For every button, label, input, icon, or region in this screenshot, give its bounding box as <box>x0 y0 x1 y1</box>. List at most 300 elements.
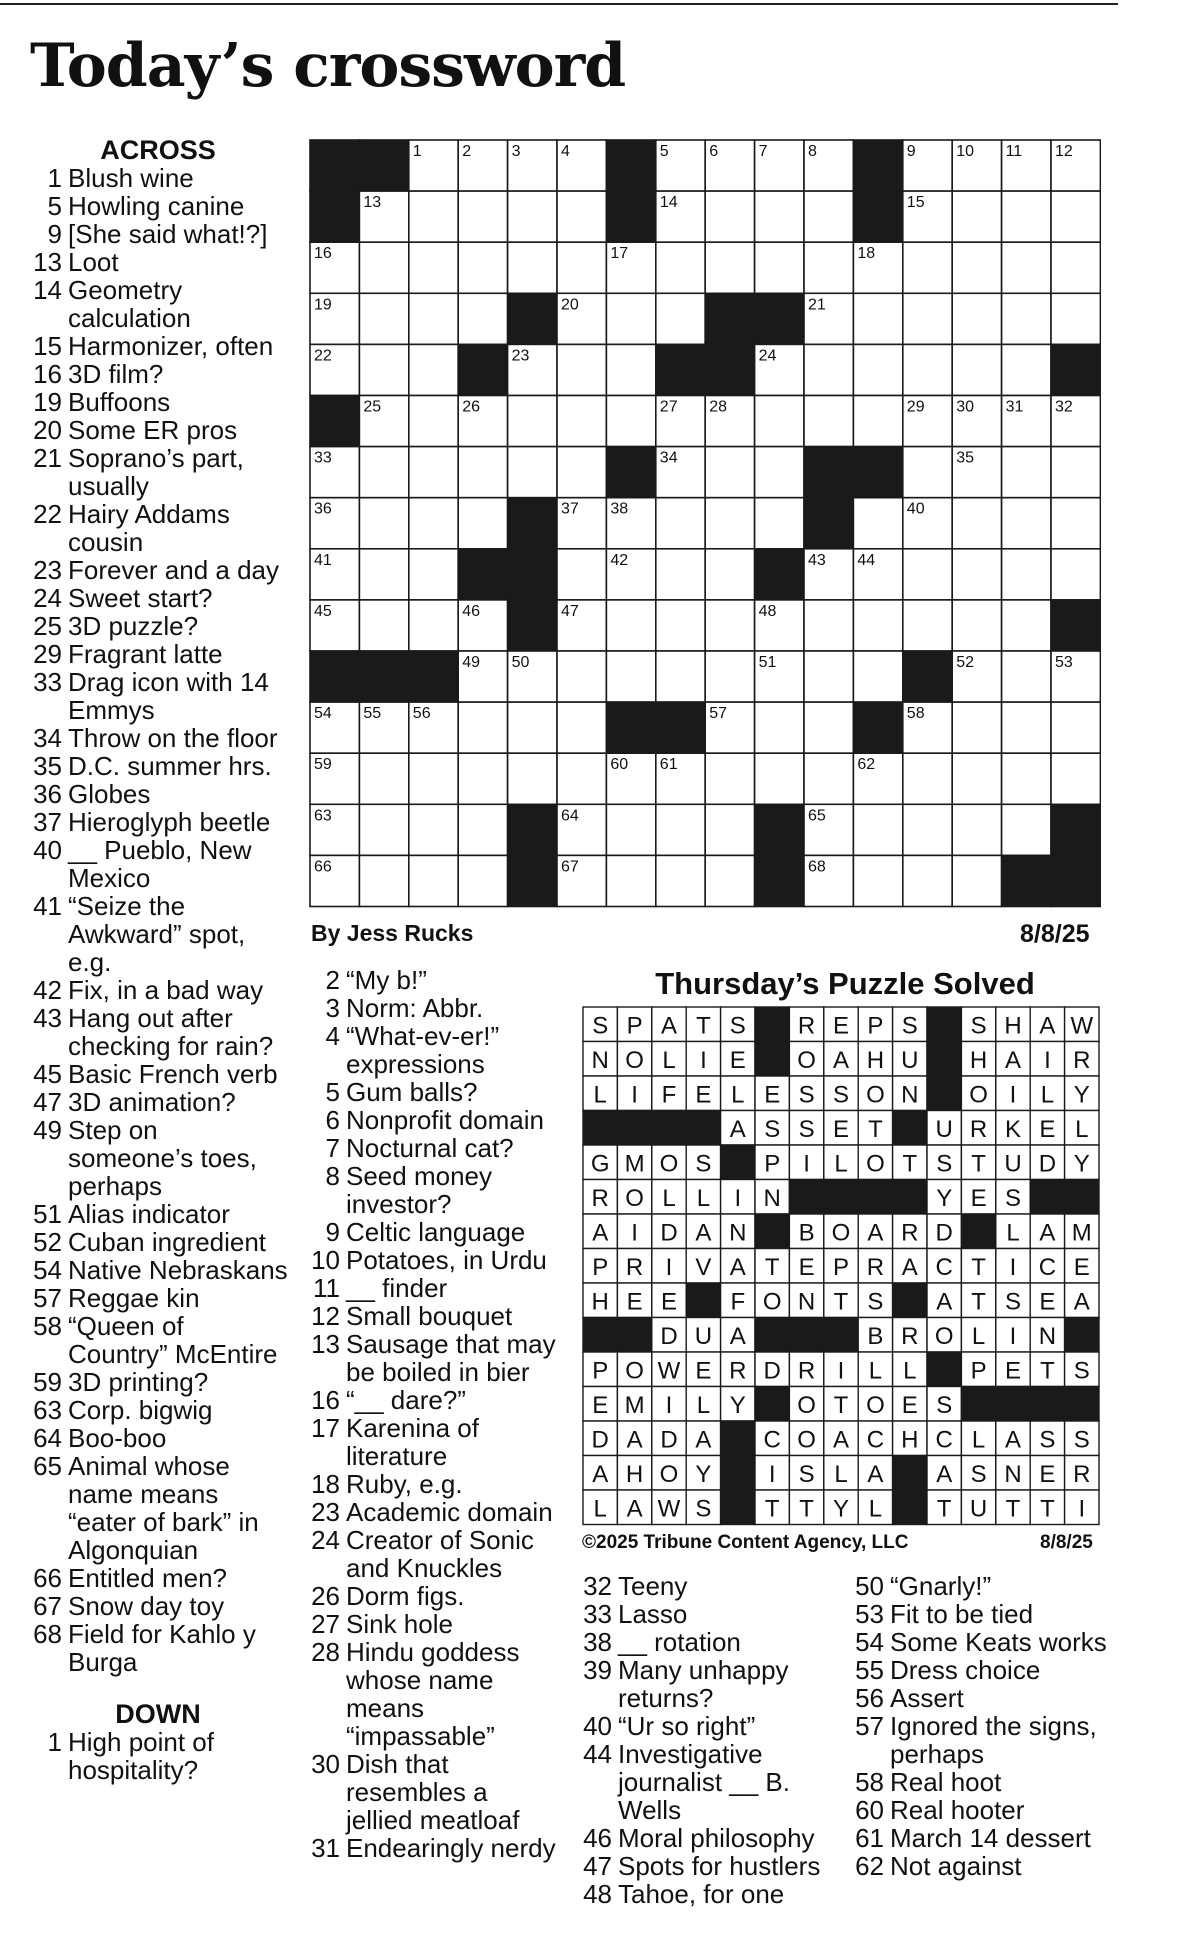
solution-letter: V <box>695 1253 712 1281</box>
clue-number: 59 <box>33 1367 62 1397</box>
solution-letter: T <box>799 1495 814 1523</box>
clue-item <box>850 1852 1110 1880</box>
solution-block <box>755 1318 789 1353</box>
grid-block <box>606 191 655 242</box>
grid-cell[interactable] <box>903 600 952 651</box>
grid-cell[interactable] <box>359 293 408 344</box>
grid-cell[interactable] <box>903 804 952 855</box>
grid-cell[interactable] <box>952 242 1001 293</box>
grid-cell[interactable] <box>606 600 655 651</box>
grid-cell[interactable] <box>1002 191 1051 242</box>
solution-letter: L <box>593 1495 607 1523</box>
grid-block <box>755 855 804 906</box>
grid-cell[interactable] <box>508 191 557 242</box>
clue-number: 24 <box>311 1525 340 1555</box>
grid-cell[interactable] <box>903 447 952 498</box>
grid-cell[interactable] <box>755 191 804 242</box>
grid-cell[interactable] <box>1051 293 1100 344</box>
clue-text: Gum balls? <box>346 1077 478 1107</box>
solution-letter: A <box>936 1288 953 1316</box>
solution-letter: A <box>1004 1046 1022 1074</box>
solution-letter: R <box>729 1357 747 1385</box>
grid-cell[interactable] <box>1051 753 1100 804</box>
grid-cell[interactable] <box>1002 651 1051 702</box>
clue-number: 40 <box>33 835 62 865</box>
solution-letter: Y <box>1073 1150 1090 1178</box>
solution-letter: A <box>832 1426 850 1454</box>
cell-number: 35 <box>956 449 974 467</box>
grid-block <box>606 447 655 498</box>
clue-number: 39 <box>583 1655 612 1685</box>
clue-item <box>306 1078 561 1106</box>
solution-block <box>1065 1387 1099 1422</box>
solution-letter: E <box>695 1081 712 1109</box>
solution-letter: R <box>625 1253 644 1281</box>
grid-cell[interactable] <box>804 651 853 702</box>
grid-cell[interactable] <box>952 191 1001 242</box>
clue-item <box>306 1498 561 1526</box>
cell-number: 34 <box>659 449 678 467</box>
clue-number: 55 <box>855 1655 884 1685</box>
grid-cell[interactable] <box>656 651 705 702</box>
grid-cell[interactable] <box>1002 447 1051 498</box>
solution-letter: P <box>832 1253 850 1281</box>
grid-cell[interactable] <box>952 702 1001 753</box>
grid-cell[interactable] <box>409 396 458 447</box>
grid-cell[interactable] <box>903 242 952 293</box>
clue-number: 57 <box>855 1711 884 1741</box>
grid-cell[interactable] <box>359 344 408 395</box>
clue-item <box>850 1796 1110 1824</box>
grid-cell[interactable] <box>804 702 853 753</box>
grid-cell[interactable] <box>606 804 655 855</box>
grid-cell[interactable] <box>359 498 408 549</box>
solution-letter: H <box>591 1288 609 1316</box>
solution-letter: P <box>626 1012 643 1040</box>
solution-letter: W <box>657 1357 681 1385</box>
clue-number: 20 <box>33 415 62 445</box>
clue-number: 1 <box>47 163 62 193</box>
clue-item <box>306 1638 561 1750</box>
grid-cell[interactable] <box>359 855 408 906</box>
grid-cell[interactable] <box>409 549 458 600</box>
grid-cell[interactable] <box>557 191 606 242</box>
grid-cell[interactable] <box>508 753 557 804</box>
grid-cell[interactable] <box>656 293 705 344</box>
solution-letter: O <box>866 1081 885 1109</box>
grid-cell[interactable] <box>705 753 754 804</box>
clue-number: 9 <box>325 1217 340 1247</box>
cell-number: 63 <box>314 807 332 825</box>
grid-block <box>755 804 804 855</box>
grid-cell[interactable] <box>508 396 557 447</box>
solution-letter: Y <box>936 1184 953 1212</box>
clue-text: Animal whose name means “eater of bark” in Algonquian <box>68 1451 259 1565</box>
grid-cell[interactable] <box>557 753 606 804</box>
grid-cell[interactable] <box>804 242 853 293</box>
clue-text: Sausage that may be boiled in bier <box>346 1329 556 1387</box>
clue-number: 67 <box>33 1591 62 1621</box>
grid-cell[interactable] <box>1002 293 1051 344</box>
solution-letter: E <box>592 1391 609 1419</box>
solution-letter: L <box>731 1081 745 1109</box>
cell-number: 65 <box>808 807 826 825</box>
solution-letter: A <box>867 1219 884 1247</box>
grid-cell[interactable] <box>853 293 902 344</box>
grid-cell[interactable] <box>1002 344 1051 395</box>
grid-cell[interactable] <box>952 344 1001 395</box>
clue-number: 41 <box>33 891 62 921</box>
clue-item <box>28 1452 288 1564</box>
solution-letter: E <box>729 1046 746 1074</box>
clue-text: Field for Kahlo y Burga <box>68 1619 256 1677</box>
clue-item <box>850 1600 1110 1628</box>
grid-cell[interactable] <box>705 600 754 651</box>
grid-cell[interactable] <box>606 396 655 447</box>
grid-cell[interactable] <box>557 549 606 600</box>
cell-number: 38 <box>610 500 629 518</box>
solution-letter: A <box>936 1460 953 1488</box>
solution-letter: L <box>593 1081 607 1109</box>
grid-cell[interactable] <box>853 651 902 702</box>
cell-number: 57 <box>709 705 727 723</box>
solution-letter: S <box>936 1150 953 1178</box>
grid-cell[interactable] <box>409 498 458 549</box>
grid-cell[interactable] <box>705 447 754 498</box>
grid-cell[interactable] <box>458 242 507 293</box>
grid-cell[interactable] <box>409 191 458 242</box>
solution-block <box>755 1042 789 1077</box>
clue-number: 46 <box>583 1823 612 1853</box>
solution-block <box>755 1007 789 1042</box>
grid-cell[interactable] <box>1051 191 1100 242</box>
grid-cell[interactable] <box>1002 498 1051 549</box>
grid-cell[interactable] <box>1002 549 1051 600</box>
solution-letter: E <box>832 1115 850 1143</box>
clue-text: 3D film? <box>68 359 164 389</box>
grid-cell[interactable] <box>804 191 853 242</box>
grid-block <box>508 293 557 344</box>
clue-number: 11 <box>313 1273 340 1303</box>
grid-cell[interactable] <box>952 753 1001 804</box>
down-clues-col4 <box>850 1572 1110 1880</box>
clue-item <box>28 192 288 220</box>
grid-cell[interactable] <box>409 447 458 498</box>
cell-number: 19 <box>314 296 332 314</box>
grid-cell[interactable] <box>409 600 458 651</box>
solution-block <box>824 1318 858 1353</box>
grid-cell[interactable] <box>853 396 902 447</box>
puzzle-date: 8/8/25 <box>1020 920 1090 948</box>
clue-number: 32 <box>583 1571 612 1601</box>
solution-letter: T <box>971 1150 986 1178</box>
solution-letter: A <box>592 1460 609 1488</box>
grid-cell[interactable] <box>1002 600 1051 651</box>
grid-cell[interactable] <box>606 293 655 344</box>
grid-cell[interactable] <box>705 804 754 855</box>
grid-cell[interactable] <box>952 549 1001 600</box>
solution-letter: P <box>970 1357 987 1385</box>
solution-letter: K <box>1004 1115 1022 1143</box>
grid-cell[interactable] <box>853 804 902 855</box>
clue-number: 3 <box>325 993 340 1023</box>
clue-item <box>578 1712 843 1740</box>
clue-number: 66 <box>33 1563 62 1593</box>
solution-letter: L <box>696 1391 711 1419</box>
solution-letter: L <box>971 1426 986 1454</box>
clue-text: Some Keats works <box>890 1627 1107 1657</box>
solution-letter: Y <box>695 1460 712 1488</box>
grid-cell[interactable] <box>458 855 507 906</box>
clue-number: 64 <box>33 1423 62 1453</box>
clue-item <box>578 1852 843 1880</box>
cell-number: 25 <box>363 398 382 416</box>
grid-cell[interactable] <box>1051 549 1100 600</box>
clue-number: 37 <box>33 807 62 837</box>
clue-number: 40 <box>583 1711 612 1741</box>
solution-letter: D <box>660 1426 678 1454</box>
clue-text: __ finder <box>346 1273 448 1303</box>
solution-block <box>961 1387 995 1422</box>
grid-cell[interactable] <box>755 447 804 498</box>
grid-cell[interactable] <box>903 344 952 395</box>
clue-item <box>28 612 288 640</box>
grid-cell[interactable] <box>557 396 606 447</box>
grid-block <box>1002 855 1051 906</box>
cell-number: 54 <box>314 705 332 723</box>
clue-text: Dish that resembles a jellied meatloaf <box>346 1749 520 1835</box>
solution-block <box>1030 1387 1064 1422</box>
grid-cell[interactable] <box>458 191 507 242</box>
grid-cell[interactable] <box>853 600 902 651</box>
grid-block <box>310 651 359 702</box>
solution-letter: O <box>659 1150 679 1178</box>
grid-cell[interactable] <box>359 804 408 855</box>
grid-cell[interactable] <box>606 855 655 906</box>
grid-cell[interactable] <box>409 855 458 906</box>
grid-cell[interactable] <box>508 702 557 753</box>
solution-letter: I <box>700 1046 707 1074</box>
grid-cell[interactable] <box>656 855 705 906</box>
solution-letter: O <box>797 1046 816 1074</box>
clue-item <box>28 1004 288 1060</box>
grid-cell[interactable] <box>705 855 754 906</box>
grid-cell[interactable] <box>804 600 853 651</box>
grid-cell[interactable] <box>1002 702 1051 753</box>
grid-cell[interactable] <box>952 804 1001 855</box>
solution-letter: N <box>901 1081 919 1109</box>
grid-cell[interactable] <box>557 651 606 702</box>
clue-text: Hindu goddess whose name means “impassable” <box>346 1637 520 1751</box>
solution-letter: W <box>1070 1012 1094 1040</box>
clue-number: 63 <box>33 1395 62 1425</box>
clue-item <box>28 332 288 360</box>
grid-cell[interactable] <box>705 191 754 242</box>
clue-number: 65 <box>33 1451 62 1481</box>
grid-cell[interactable] <box>952 498 1001 549</box>
cell-number: 47 <box>561 602 579 620</box>
grid-cell[interactable] <box>458 702 507 753</box>
grid-cell[interactable] <box>656 549 705 600</box>
grid-cell[interactable] <box>508 242 557 293</box>
grid-cell[interactable] <box>359 549 408 600</box>
clue-number: 5 <box>325 1077 340 1107</box>
solution-letter: S <box>798 1115 815 1143</box>
solution-letter: B <box>798 1219 815 1247</box>
solution-letter: A <box>832 1046 850 1074</box>
grid-cell[interactable] <box>1051 498 1100 549</box>
grid-cell[interactable] <box>409 344 458 395</box>
clue-number: 45 <box>33 1059 62 1089</box>
solution-block <box>789 1180 823 1215</box>
clue-text: Endearingly nerdy <box>346 1833 556 1863</box>
grid-cell[interactable] <box>359 753 408 804</box>
clue-item <box>28 584 288 612</box>
cell-number: 45 <box>314 602 332 620</box>
grid-cell[interactable] <box>656 600 705 651</box>
grid-cell[interactable] <box>359 600 408 651</box>
grid-cell[interactable] <box>557 344 606 395</box>
grid-cell[interactable] <box>853 344 902 395</box>
solution-letter: S <box>970 1012 987 1040</box>
clue-number: 58 <box>33 1311 62 1341</box>
grid-cell[interactable] <box>557 702 606 753</box>
grid-block <box>409 651 458 702</box>
grid-cell[interactable] <box>853 855 902 906</box>
grid-cell[interactable] <box>705 242 754 293</box>
grid-cell[interactable] <box>804 396 853 447</box>
solution-letter: T <box>764 1495 780 1523</box>
grid-cell[interactable] <box>606 344 655 395</box>
solution-letter: S <box>1004 1288 1022 1316</box>
grid-cell[interactable] <box>458 293 507 344</box>
cell-number: 7 <box>758 143 768 160</box>
solution-letter: R <box>797 1012 816 1040</box>
grid-cell[interactable] <box>804 344 853 395</box>
solution-letter: W <box>657 1495 681 1523</box>
clue-number: 23 <box>311 1497 340 1527</box>
grid-cell[interactable] <box>458 753 507 804</box>
clue-text: “My b!” <box>346 965 427 995</box>
grid-cell[interactable] <box>1002 804 1051 855</box>
grid-cell[interactable] <box>1051 447 1100 498</box>
solution-letter: E <box>798 1253 815 1281</box>
grid-cell[interactable] <box>656 242 705 293</box>
clue-text: Corp. bigwig <box>68 1395 213 1425</box>
solution-letter: D <box>763 1357 781 1385</box>
grid-cell[interactable] <box>606 651 655 702</box>
grid-cell[interactable] <box>409 242 458 293</box>
clue-number: 12 <box>311 1301 340 1331</box>
grid-cell[interactable] <box>1051 702 1100 753</box>
grid-cell[interactable] <box>952 600 1001 651</box>
solution-grid <box>582 1006 1100 1526</box>
solution-letter: E <box>626 1288 643 1316</box>
grid-cell[interactable] <box>557 447 606 498</box>
grid-cell[interactable] <box>804 753 853 804</box>
grid-cell[interactable] <box>359 242 408 293</box>
grid-cell[interactable] <box>903 855 952 906</box>
grid-block <box>1051 804 1100 855</box>
grid-cell[interactable] <box>903 549 952 600</box>
grid-cell[interactable] <box>755 242 804 293</box>
grid-cell[interactable] <box>557 242 606 293</box>
grid-block <box>853 702 902 753</box>
grid-cell[interactable] <box>952 293 1001 344</box>
clue-text: D.C. summer hrs. <box>68 751 272 781</box>
cell-number: 4 <box>561 143 570 160</box>
clue-number: 57 <box>33 1283 62 1313</box>
grid-cell[interactable] <box>409 804 458 855</box>
grid-cell[interactable] <box>508 447 557 498</box>
grid-cell[interactable] <box>755 498 804 549</box>
clue-number: 9 <box>47 219 62 249</box>
clue-text: Hang out after checking for rain? <box>68 1003 274 1061</box>
grid-cell[interactable] <box>903 753 952 804</box>
grid-cell[interactable] <box>458 447 507 498</box>
grid-block <box>804 498 853 549</box>
cell-number: 67 <box>561 858 579 876</box>
grid-cell[interactable] <box>656 804 705 855</box>
solution-letter: S <box>695 1495 712 1523</box>
clue-text: Real hoot <box>890 1767 1002 1797</box>
grid-cell[interactable] <box>359 447 408 498</box>
solution-letter: S <box>832 1081 850 1109</box>
grid-cell[interactable] <box>1051 242 1100 293</box>
clue-text: “Seize the Awkward” spot, e.g. <box>68 891 246 977</box>
solution-letter: D <box>660 1219 678 1247</box>
solution-block <box>617 1318 651 1353</box>
grid-cell[interactable] <box>409 293 458 344</box>
solution-letter: C <box>1038 1253 1057 1281</box>
solution-letter: I <box>665 1391 673 1419</box>
grid-cell[interactable] <box>1002 242 1051 293</box>
crossword-grid[interactable] <box>309 139 1101 908</box>
grid-cell[interactable] <box>458 498 507 549</box>
solution-letter: T <box>902 1150 918 1178</box>
cell-number: 46 <box>462 602 480 620</box>
grid-cell[interactable] <box>656 498 705 549</box>
clue-text: Small bouquet <box>346 1301 513 1331</box>
clue-text: Native Nebraskans <box>68 1255 288 1285</box>
cell-number: 31 <box>1005 398 1024 416</box>
grid-cell[interactable] <box>755 702 804 753</box>
grid-cell[interactable] <box>705 498 754 549</box>
clue-text: High point of hospitality? <box>68 1727 214 1785</box>
copyright: ©2025 Tribune Content Agency, LLC <box>582 1532 909 1553</box>
grid-cell[interactable] <box>409 753 458 804</box>
clue-text: Spots for hustlers <box>618 1851 821 1881</box>
grid-cell[interactable] <box>1002 753 1051 804</box>
grid-cell[interactable] <box>853 498 902 549</box>
grid-block <box>705 344 754 395</box>
grid-cell[interactable] <box>755 753 804 804</box>
clue-text: Drag icon with 14 Emmys <box>68 667 269 725</box>
grid-cell[interactable] <box>705 549 754 600</box>
solution-letter: L <box>1006 1219 1020 1247</box>
grid-cell[interactable] <box>903 293 952 344</box>
grid-cell[interactable] <box>952 855 1001 906</box>
grid-block <box>1051 600 1100 651</box>
solution-letter: M <box>624 1391 645 1419</box>
grid-cell[interactable] <box>458 804 507 855</box>
clue-item <box>28 976 288 1004</box>
grid-cell[interactable] <box>705 651 754 702</box>
clue-number: 16 <box>33 359 62 389</box>
solution-letter: T <box>1005 1495 1021 1523</box>
grid-block <box>804 447 853 498</box>
grid-cell[interactable] <box>755 396 804 447</box>
